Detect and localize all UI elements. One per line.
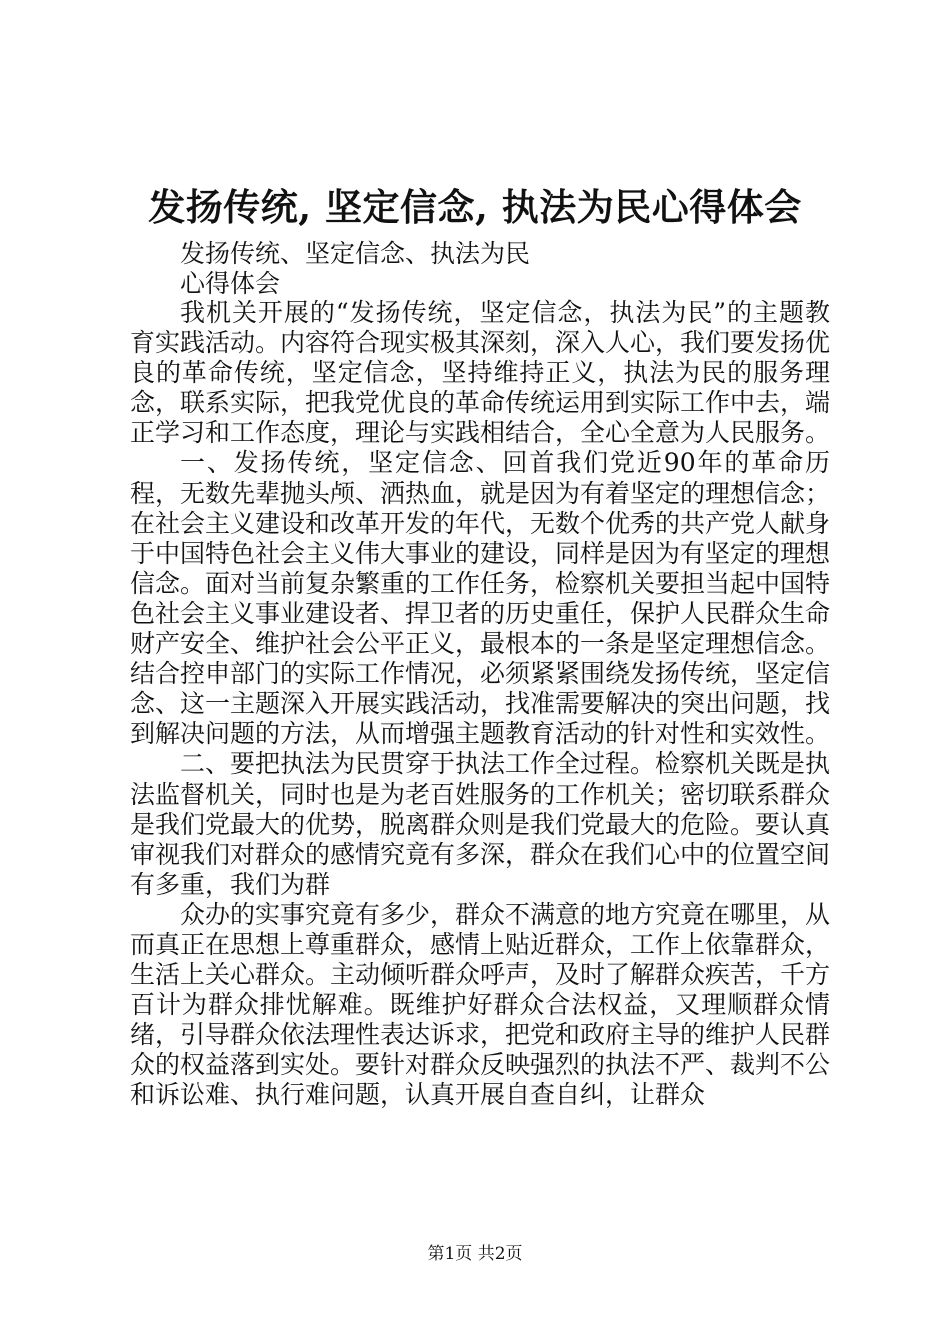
document-body [130, 298, 830, 1111]
paragraph-continued: 众办的实事究竟有多少，群众不满意的地方究竟在哪里，从而真正在思想上尊重群众，感情上贴近群众，工作上依靠群众，生活上关心群众。主动倾听群众呼声，及时了解群众疾苦，千方百计为群众排忧解难。既维护好群众合法权益，又理顺群众情绪，引导群众依法理性表达诉求，把党和政府主导的维护人民群众的权益落到实处。要针对群众反映强烈的执法不严、裁判不公和诉讼难、执行难问题，认真开展自查自纠，让群众 [130, 899, 831, 1110]
document-subtitle-line-2: 心得体会 [180, 269, 281, 298]
paragraph-section-2: 二、要把执法为民贯穿于执法工作全过程。检察机关既是执法监督机关，同时也是为老百姓服务的工作机关；密切联系群众是我们党最大的优势，脱离群众则是我们党最大的危险。要认真审视我们对群众的感情究竟有多深，群众在我们心中的位置空间有多重，我们为群 [130, 749, 831, 899]
document-subtitle-line-1: 发扬传统、坚定信念、执法为民 [180, 239, 531, 268]
paragraph-section-1: 一、发扬传统，坚定信念、回首我们党近90年的革命历程，无数先辈抛头颅、洒热血，就是因为有着坚定的理想信念；在社会主义建设和改革开发的年代，无数个优秀的共产党人献身于中国特色社会主义伟大事业的建设，同样是因为有坚定的理想信念。面对当前复杂繁重的工作任务，检察机关要担当起中国特色社会主义事业建设者、捍卫者的历史重任，保护人民群众生命财产安全、维护社会公平正义，最根本的一条是坚定理想信念。结合控申部门的实际工作情况，必须紧紧围绕发扬传统，坚定信念、这一主题深入开展实践活动，找准需要解决的突出问题，找到解决问题的方法，从而增强主题教育活动的针对性和实效性。 [130, 448, 831, 749]
paragraph-intro: 我机关开展的“发扬传统，坚定信念，执法为民”的主题教育实践活动。内容符合现实极其深刻，深入人心，我们要发扬优良的革命传统，坚定信念，坚持维持正义，执法为民的服务理念，联系实际，把我党优良的革命传统运用到实际工作中去，端正学习和工作态度，理论与实践相结合，全心全意为人民服务。 [130, 298, 831, 448]
document-title: 发扬传统, 坚定信念, 执法为民心得体会 [148, 185, 802, 229]
page-number-footer: 第1页 共2页 [427, 1244, 523, 1264]
